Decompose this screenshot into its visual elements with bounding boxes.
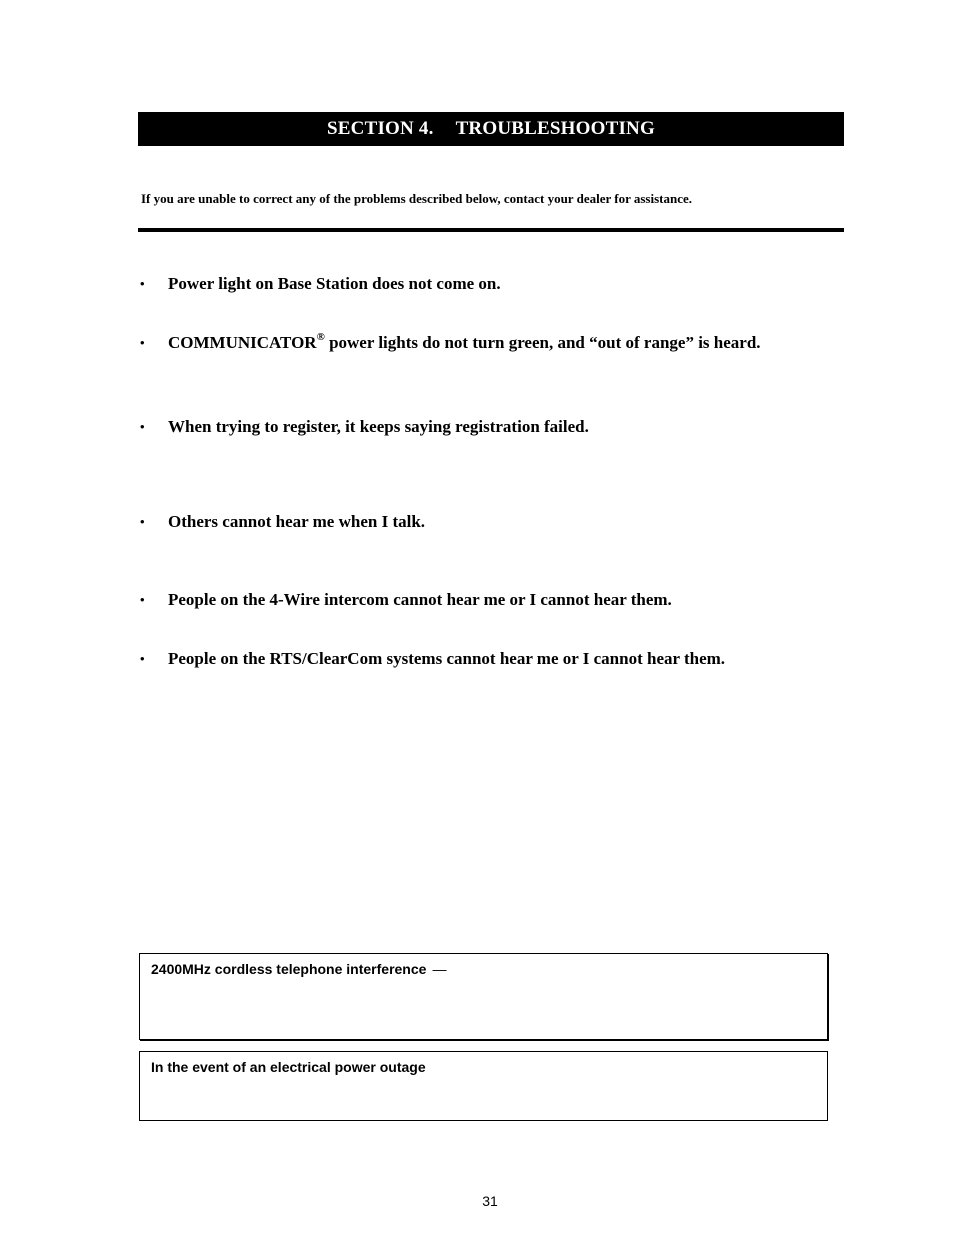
note-box-interference bbox=[139, 953, 828, 1040]
section-header bbox=[138, 112, 844, 146]
registered-mark: ® bbox=[316, 331, 325, 344]
problem-text: Power light on Base Station does not come on. bbox=[168, 274, 501, 293]
problem-text-rest: power lights do not turn green, and “out of range” is heard. bbox=[324, 333, 761, 352]
bullet-icon: • bbox=[140, 276, 145, 291]
bullet-icon: • bbox=[140, 335, 145, 350]
note-title-interference: 2400MHz cordless telephone interference bbox=[151, 961, 427, 977]
problem-item-rts-clearcom bbox=[140, 649, 725, 669]
section-title: TROUBLESHOOTING bbox=[455, 118, 655, 139]
problem-text: People on the RTS/ClearCom systems cannot hear me or I cannot hear them. bbox=[168, 649, 726, 668]
problem-item-registration bbox=[140, 417, 589, 437]
problem-text: When trying to register, it keeps saying registration failed. bbox=[168, 417, 589, 436]
bullet-icon: • bbox=[140, 651, 145, 666]
bullet-icon: • bbox=[140, 592, 145, 607]
intro-text: If you are unable to correct any of the problems described below, contact your dealer for assistance. bbox=[141, 191, 693, 206]
problem-item-others-cannot-hear bbox=[140, 512, 425, 532]
problem-text bbox=[168, 333, 761, 353]
problem-item-communicator bbox=[140, 333, 761, 353]
problem-text: People on the 4-Wire intercom cannot hear me or I cannot hear them. bbox=[168, 590, 672, 609]
note-box-power-outage bbox=[139, 1051, 828, 1121]
problem-item-4-wire bbox=[140, 590, 672, 610]
problem-item-power-light bbox=[140, 274, 501, 294]
section-number: SECTION 4. bbox=[327, 118, 434, 139]
note-title-power-outage: In the event of an electrical power outage bbox=[151, 1059, 426, 1075]
bullet-icon: • bbox=[140, 419, 145, 434]
communicator-brand: COMMUNICATOR bbox=[168, 333, 317, 352]
bullet-icon: • bbox=[140, 514, 145, 529]
note-dash: — bbox=[432, 961, 447, 977]
divider-rule bbox=[138, 228, 844, 232]
page-number: 31 bbox=[482, 1193, 498, 1209]
problem-text: Others cannot hear me when I talk. bbox=[168, 512, 426, 531]
